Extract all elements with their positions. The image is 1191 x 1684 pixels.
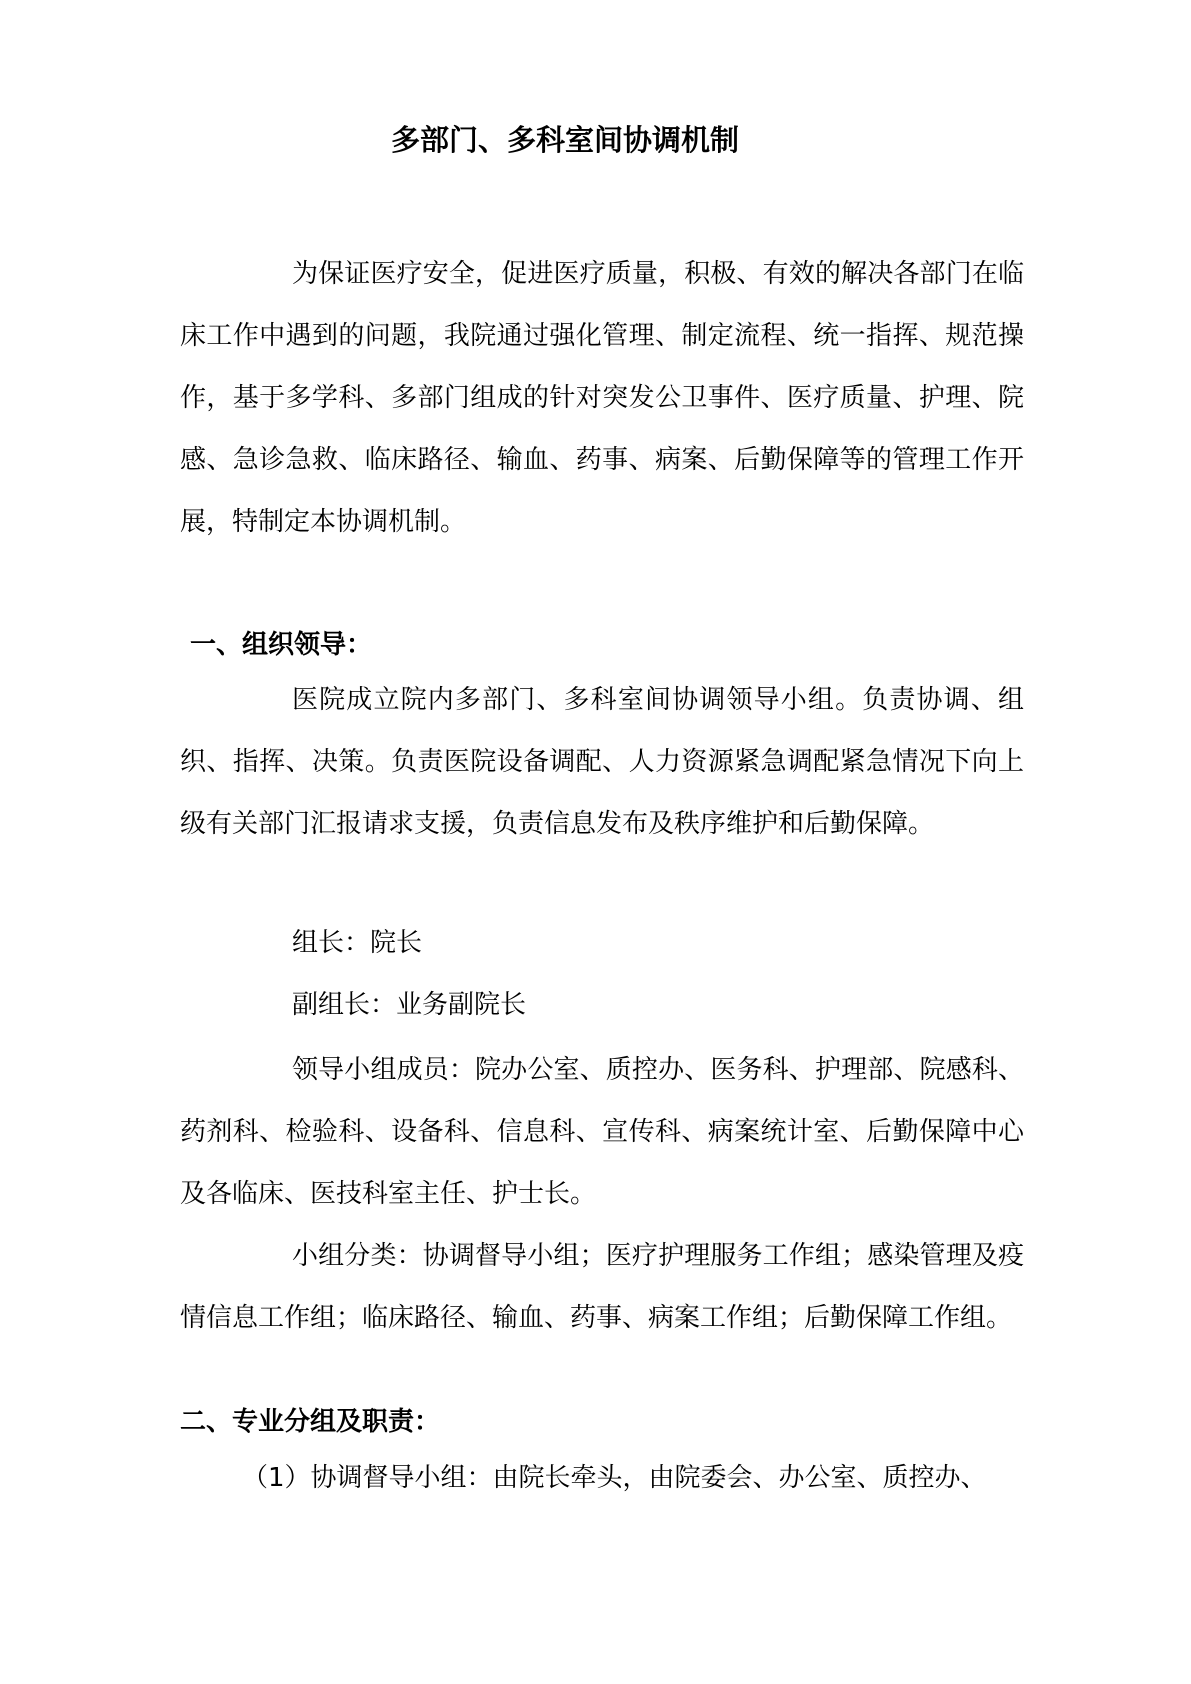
section-1-paragraph: 医院成立院内多部门、多科室间协调领导小组。负责协调、组织、指挥、决策。负责医院设备调配、人力资源紧急调配紧急情况下向上级有关部门汇报请求支援，负责信息发布及秩序维护和后勤保障。 <box>180 685 1024 839</box>
members-paragraph: 领导小组成员：院办公室、质控办、医务科、护理部、院感科、药剂科、检验科、设备科、信息科、宣传科、病案统计室、后勤保障中心及各临床、医技科室主任、护士长。 <box>180 1055 1024 1209</box>
section-2-item-1: （1）协调督导小组：由院长牵头，由院委会、办公室、质控办、 <box>242 1463 987 1493</box>
intro-paragraph: 为保证医疗安全，促进医疗质量，积极、有效的解决各部门在临床工作中遇到的问题，我院通过强化管理、制定流程、统一指挥、规范操作，基于多学科、多部门组成的针对突发公卫事件、医疗质量、护理、院感、急诊急救、临床路径、输血、药事、病案、后勤保障等的管理工作开展，特制定本协调机制。 <box>180 259 1024 537</box>
section-1-heading: 一、组织领导： <box>190 630 373 660</box>
leader-line: 组长：院长 <box>292 928 423 958</box>
document-title: 多部门、多科室间协调机制 <box>390 123 739 157</box>
groups-paragraph: 小组分类：协调督导小组；医疗护理服务工作组；感染管理及疫情信息工作组；临床路径、输血、药事、病案工作组；后勤保障工作组。 <box>180 1241 1024 1333</box>
deputy-line: 副组长：业务副院长 <box>292 990 527 1020</box>
section-2-heading: 二、专业分组及职责： <box>180 1407 441 1437</box>
